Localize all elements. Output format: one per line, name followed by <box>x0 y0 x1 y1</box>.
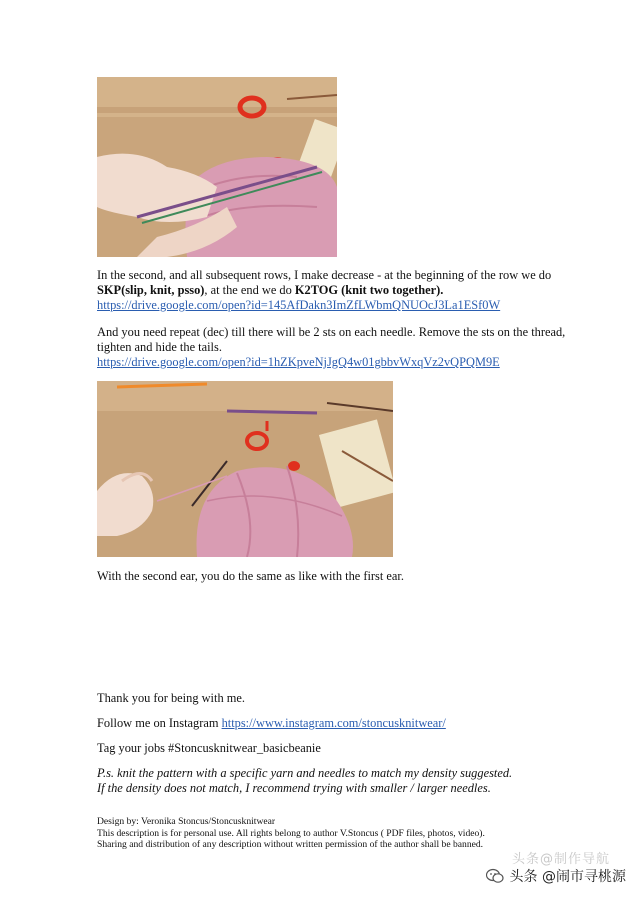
ps-note <box>97 766 567 796</box>
ps-line-1: P.s. knit the pattern with a specific yarn and needles to match my density suggested. <box>97 766 513 780</box>
chat-bubble-icon <box>486 868 504 884</box>
paragraph-decrease <box>97 268 567 313</box>
thanks-text: Thank you for being with me. <box>97 691 245 705</box>
tag-text: Tag your jobs #Stoncusknitwear_basicbeanie <box>97 741 321 755</box>
ps-line-2: If the density does not match, I recommend trying with smaller / larger needles. <box>97 781 491 795</box>
instagram-link[interactable]: https://www.instagram.com/stoncusknitwear/ <box>221 716 446 730</box>
knitting-photo-decrease <box>97 77 337 257</box>
footer-rights: This description is for personal use. All rights belong to author V.Stoncus ( PDF files, photos, video). <box>97 827 485 839</box>
skp-term: SKP(slip, knit, psso) <box>97 283 205 297</box>
footer <box>97 816 567 851</box>
watermark <box>486 866 626 886</box>
decrease-text: In the second, and all subsequent rows, I make decrease - at the beginning of the row we do <box>97 268 552 282</box>
decrease-text-mid: , at the end we do <box>204 283 295 297</box>
knitting-photo-finish <box>97 381 393 557</box>
watermark-text: 头条 @闹市寻桃源 <box>509 869 626 885</box>
paragraph-second-ear: With the second ear, you do the same as like with the first ear. <box>97 569 404 583</box>
drive-link-decrease[interactable]: https://drive.google.com/open?id=145AfDakn3ImZfLWbmQNUOcJ3La1ESf0W <box>97 298 501 312</box>
footer-design: Design by: Veronika Stoncus/Stoncusknitwear <box>97 816 276 827</box>
drive-link-finish[interactable]: https://drive.google.com/open?id=1hZKpveNjJgQ4w01gbbvWxqVz2vQPQM9E <box>97 355 500 369</box>
paragraph-instagram <box>97 716 567 731</box>
watermark-faded: 头条@制作导航 <box>511 852 610 867</box>
follow-text: Follow me on Instagram <box>97 716 222 730</box>
repeat-text: And you need repeat (dec) till there will be 2 sts on each needle. Remove the sts on the thread, tighten and hide the tails. <box>97 325 566 354</box>
k2tog-term: K2TOG (knit two together). <box>294 283 444 297</box>
paragraph-repeat <box>97 325 567 370</box>
footer-sharing: Sharing and distribution of any description without written permission of the author shall be banned. <box>97 839 484 850</box>
